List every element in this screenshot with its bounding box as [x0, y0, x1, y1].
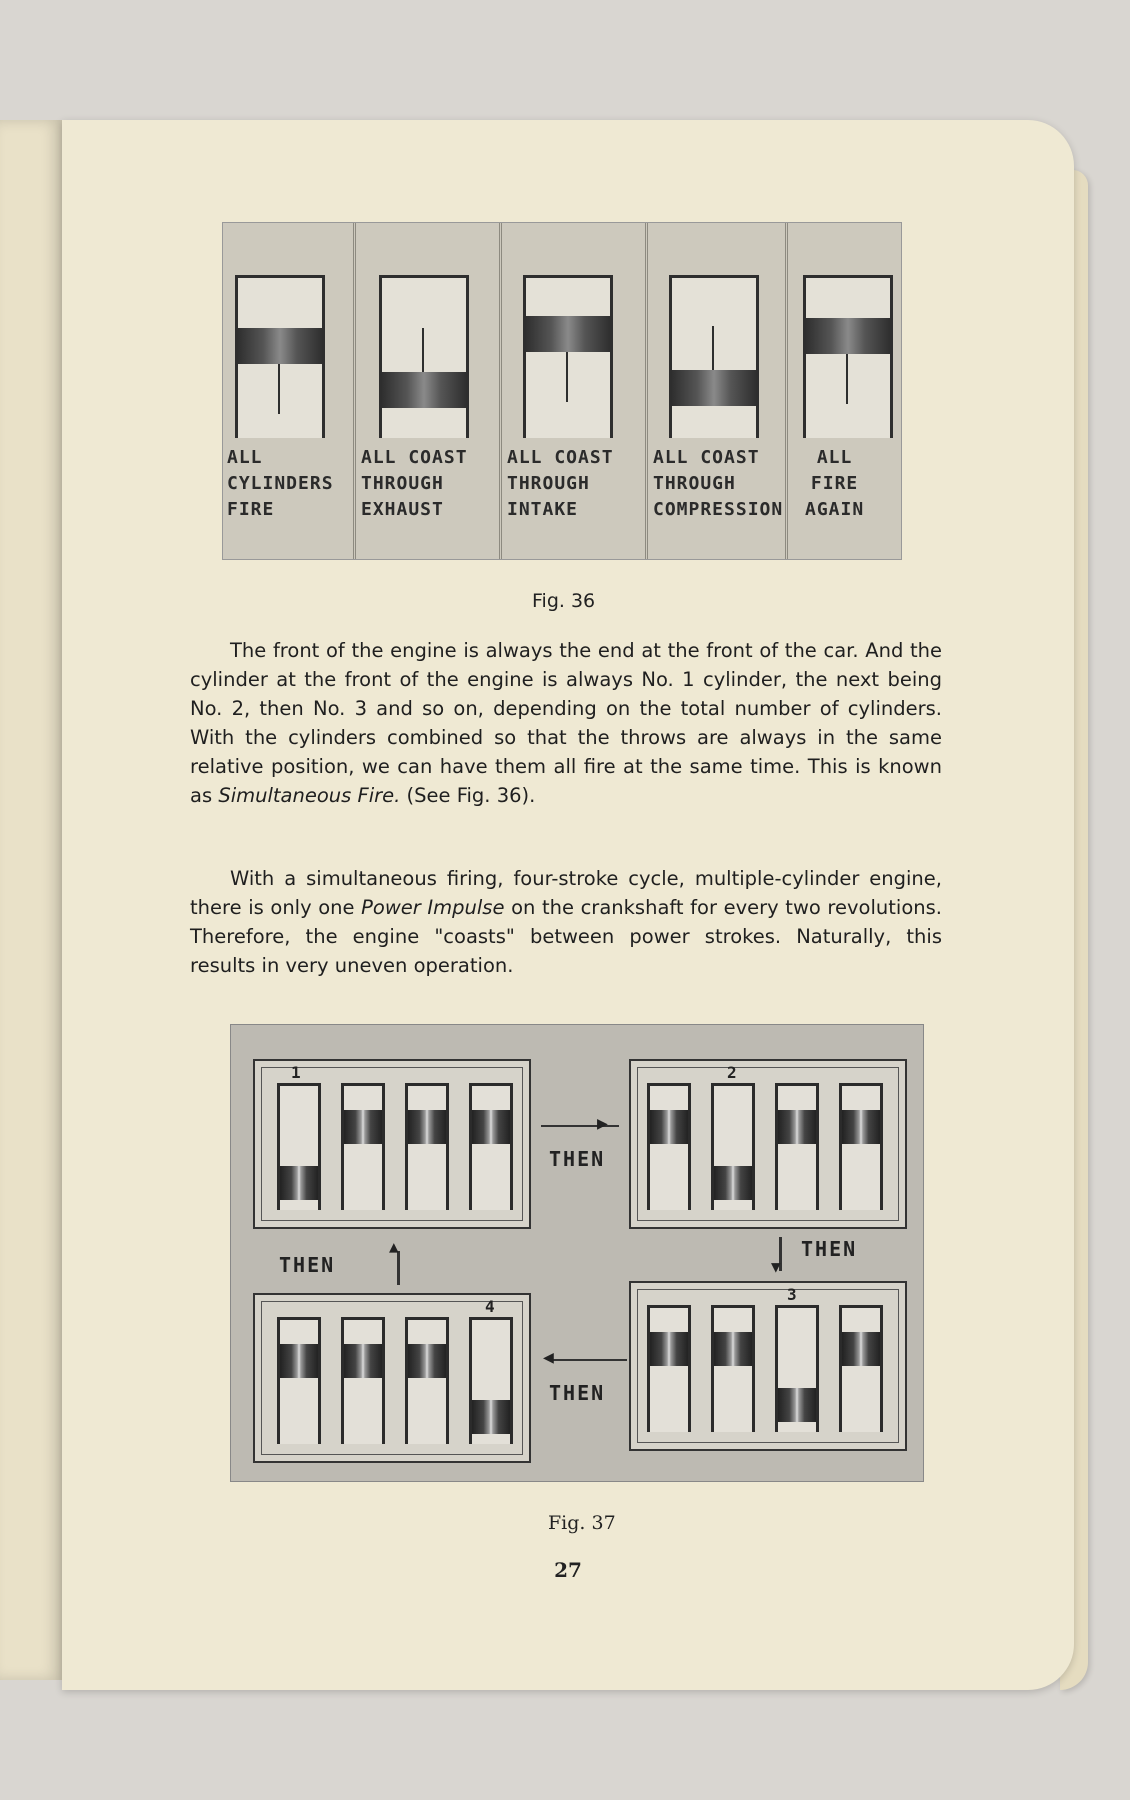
cylinder — [379, 275, 469, 438]
then-label-4: THEN — [279, 1253, 336, 1277]
cylinder — [277, 1083, 321, 1210]
arrow-down-icon — [846, 354, 848, 404]
cylinder — [469, 1083, 513, 1210]
piston — [778, 1110, 816, 1144]
cylinder — [711, 1083, 755, 1210]
piston — [842, 1332, 880, 1366]
arrow-down-icon: ▼ — [771, 1257, 783, 1276]
piston — [472, 1110, 510, 1144]
piston — [280, 1344, 318, 1378]
arrow-left-icon: ◀ — [543, 1347, 556, 1368]
page-number: 27 — [554, 1558, 582, 1582]
group-number: 2 — [727, 1063, 737, 1082]
piston — [806, 318, 890, 354]
piston — [650, 1110, 688, 1144]
cylinder — [341, 1317, 385, 1444]
firing-group-1 — [253, 1059, 531, 1229]
cylinder — [405, 1083, 449, 1210]
firing-group-3 — [629, 1281, 907, 1451]
fig36-panel-4 — [645, 223, 788, 559]
firing-group-4 — [253, 1293, 531, 1463]
group-number: 3 — [787, 1285, 797, 1304]
group-number: 4 — [485, 1297, 495, 1316]
arrow-up-icon — [422, 328, 424, 372]
fig36-panel-5 — [785, 223, 901, 559]
paragraph-1: The front of the engine is always the end at the front of the car. And the cylinder at the front of the engine is always No. 1 cylinder, the next being No. 2, then No. 3 and so on, depending on the total number of cylinders. With the cylinders combined so that the throws are always in the same relative position, we can have them all fire at the same time. This is known as Simultaneous Fire. (See Fig. 36). — [190, 639, 942, 807]
arrow-left-line — [551, 1359, 627, 1361]
fig-36-diagram — [222, 222, 902, 560]
piston — [778, 1388, 816, 1422]
fig36-panel-2 — [353, 223, 502, 559]
book-page — [62, 120, 1074, 1690]
fig36-label-4: ALL COAST THROUGH COMPRESSION — [653, 447, 784, 520]
cylinder — [775, 1305, 819, 1432]
fig36-panel-1 — [223, 223, 356, 559]
arrow-up-line — [397, 1251, 400, 1285]
fig-36-caption: Fig. 36 — [532, 590, 596, 612]
cylinder — [469, 1317, 513, 1444]
fig36-label-5: ALL FIRE AGAIN — [805, 447, 865, 520]
piston — [672, 370, 756, 406]
piston — [526, 316, 610, 352]
piston — [714, 1166, 752, 1200]
fig36-label-3: ALL COAST THROUGH INTAKE — [507, 447, 614, 520]
arrow-down-icon — [278, 364, 280, 414]
piston — [280, 1166, 318, 1200]
cylinder — [523, 275, 613, 438]
cylinder — [405, 1317, 449, 1444]
cylinder — [647, 1305, 691, 1432]
piston — [238, 328, 322, 364]
then-label-1: THEN — [549, 1147, 606, 1171]
piston — [382, 372, 466, 408]
fig36-label-1: ALL CYLINDERS FIRE — [227, 447, 334, 520]
cylinder — [711, 1305, 755, 1432]
fig36-label-2: ALL COAST THROUGH EXHAUST — [361, 447, 468, 520]
cylinder — [839, 1305, 883, 1432]
piston — [344, 1110, 382, 1144]
piston — [344, 1344, 382, 1378]
cylinder — [775, 1083, 819, 1210]
fig36-panel-3 — [499, 223, 648, 559]
fig-37-caption: Fig. 37 — [548, 1512, 616, 1534]
piston — [408, 1344, 446, 1378]
facing-page-edge — [0, 120, 64, 1680]
paragraph-2: With a simultaneous firing, four-stroke cycle, multiple-cylinder engine, there is only one Power Impulse on the crankshaft for every two revolutions. Therefore, the engine "coasts" between power strokes. Naturally, this results in very uneven operation. — [190, 867, 942, 977]
piston — [472, 1400, 510, 1434]
arrow-up-icon: ▲ — [389, 1237, 401, 1256]
firing-group-2 — [629, 1059, 907, 1229]
group-number: 1 — [291, 1063, 301, 1082]
then-label-2: THEN — [801, 1237, 858, 1261]
cylinder — [235, 275, 325, 438]
piston — [842, 1110, 880, 1144]
arrow-down-icon — [566, 352, 568, 402]
piston — [408, 1110, 446, 1144]
cylinder — [647, 1083, 691, 1210]
arrow-up-icon — [712, 326, 714, 370]
cylinder — [277, 1317, 321, 1444]
cylinder — [803, 275, 893, 438]
cylinder — [669, 275, 759, 438]
cylinder — [341, 1083, 385, 1210]
piston — [714, 1332, 752, 1366]
piston — [650, 1332, 688, 1366]
then-label-3: THEN — [549, 1381, 606, 1405]
cylinder — [839, 1083, 883, 1210]
fig-37-diagram — [230, 1024, 924, 1482]
arrow-right-icon: ▶ — [597, 1113, 610, 1134]
